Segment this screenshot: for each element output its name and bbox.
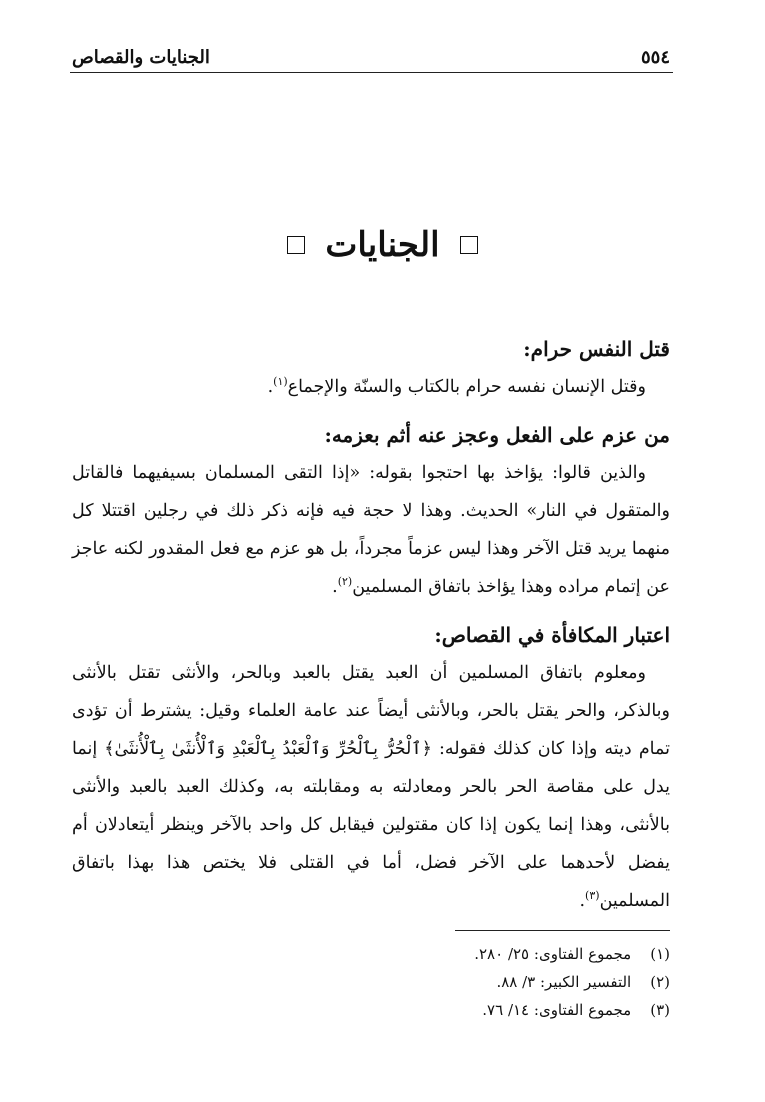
paragraph-text: وقتل الإنسان نفسه حرام بالكتاب والسنّة والإجماع xyxy=(287,377,646,397)
section-heading: قتل النفس حرام: xyxy=(523,337,670,361)
footnote-item xyxy=(72,968,670,996)
chapter-title: الجنايات xyxy=(325,225,440,265)
chapter-heading xyxy=(0,225,765,265)
paragraph-end: . xyxy=(332,577,338,597)
footnote-item xyxy=(72,940,670,968)
footnote-reference[interactable]: (١) xyxy=(273,375,288,389)
paragraph-text: ومعلوم باتفاق المسلمين أن العبد يقتل بالعبد وبالحر، والأنثى تقتل بالأنثى وبالذكر، والحر يقتل بالحر، وبالأنثى أيضاً عند عامة العلماء وقيل: يشترط أن تؤدى تمام ديته وإذا كان كذلك فقوله: ﴿ٱلْحُرُّ بِٱلْحُرِّ وَٱلْعَبْدُ بِٱلْعَبْدِ وَٱلْأُنثَىٰ بِٱلْأُنثَىٰ﴾ إنما يدل على مقاصة الحر بالحر ومعادلته به ومقابلته به، وكذلك العبد بالعبد والأنثى بالأنثى، وهذا إنما يكون إذا كان مقتولين فيقابل كل واحد بالآخر وينظر أيتعادلان أم يفضل لأحدهما على الآخر فضل، أما في القتلى فلا يختص هذا بهذا باتفاق المسلمين xyxy=(72,663,670,911)
section-paragraph xyxy=(72,368,670,406)
footnote-reference[interactable]: (٢) xyxy=(337,575,353,589)
footnote-item xyxy=(72,996,670,1024)
footnote-text: مجموع الفتاوى: ١٤/ ٧٦. xyxy=(482,1001,632,1019)
footnote-text: مجموع الفتاوى: ٢٥/ ٢٨٠. xyxy=(474,945,632,963)
square-ornament-icon xyxy=(460,236,478,254)
page-number: ٥٥٤ xyxy=(640,46,670,68)
paragraph-end: . xyxy=(267,377,274,397)
running-header xyxy=(72,42,670,72)
running-title: الجنايات والقصاص xyxy=(72,46,210,68)
section-paragraph xyxy=(72,454,670,606)
header-divider xyxy=(70,72,673,73)
square-ornament-icon xyxy=(287,236,305,254)
footnote-reference[interactable]: (٣) xyxy=(585,889,600,903)
main-text xyxy=(72,330,670,928)
paragraph-end: . xyxy=(579,891,586,911)
footnote-number: (١) xyxy=(650,945,670,963)
footnote-number: (٣) xyxy=(650,1001,670,1019)
section-heading: اعتبار المكافأة في القصاص: xyxy=(434,623,670,647)
footnote-text: التفسير الكبير: ٣/ ٨٨. xyxy=(496,973,632,991)
section-paragraph xyxy=(72,654,670,920)
section-heading: من عزم على الفعل وعجز عنه أثم بعزمه: xyxy=(324,423,670,447)
paragraph-text: والذين قالوا: يؤاخذ بها احتجوا بقوله: «إذا التقى المسلمان بسيفيهما فالقاتل والمتقول في النار» الحديث. وهذا لا حجة فيه فإنه ذكر ذلك في رجلين اقتتلا كل منهما يريد قتل الآخر وهذا ليس عزماً مجرداً، بل هو عزم مع فعل المقدور لكنه عاجز عن إتمام مراده وهذا يؤاخذ باتفاق المسلمين xyxy=(72,463,670,597)
footnotes xyxy=(72,940,670,1024)
footnote-number: (٢) xyxy=(650,973,670,991)
footnote-divider xyxy=(455,930,670,931)
